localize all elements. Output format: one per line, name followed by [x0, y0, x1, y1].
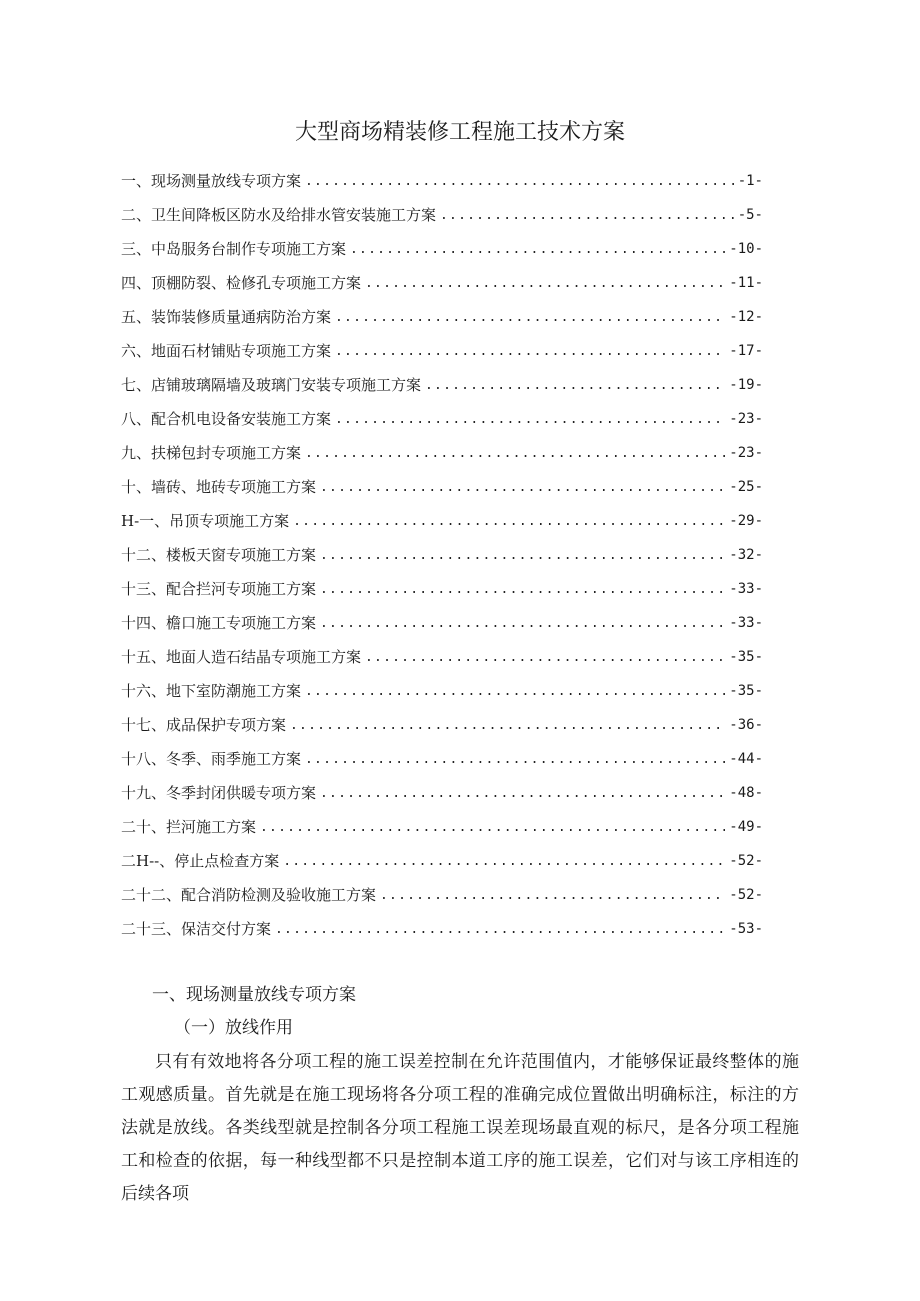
toc-entry-page: -12- [729, 309, 763, 325]
toc-entry-label: H-一、吊顶专项施工方案 [121, 512, 290, 530]
toc-dot-leader [380, 886, 725, 906]
toc-entry[interactable] [121, 606, 763, 640]
toc-dot-leader [335, 410, 725, 430]
toc-entry-page: -32- [729, 547, 763, 563]
toc-entry-page: -17- [729, 343, 763, 359]
section-heading: 一、现场测量放线专项方案 [152, 985, 356, 1005]
toc-entry-label: 十五、地面人造石结晶专项施工方案 [121, 648, 362, 666]
document-title: 大型商场精装修工程施工技术方案 [294, 120, 625, 145]
toc-entry[interactable] [121, 742, 763, 776]
toc-entry-label: 八、配合机电设备安装施工方案 [121, 410, 332, 428]
toc-entry-label: 十八、冬季、雨季施工方案 [121, 750, 302, 768]
toc-entry-label: 五、装饰装修质量通病防治方案 [121, 308, 332, 326]
toc-entry-page: -33- [729, 581, 763, 597]
toc-entry-page: -29- [729, 513, 763, 529]
toc-entry[interactable] [121, 300, 763, 334]
toc-dot-leader [365, 274, 725, 294]
toc-entry[interactable] [121, 368, 763, 402]
toc-entry[interactable] [121, 640, 763, 674]
sub-heading: （一）放线作用 [174, 1018, 293, 1038]
toc-entry-label: 十二、楼板天窗专项施工方案 [121, 546, 317, 564]
toc-entry-label: 二十三、保洁交付方案 [121, 920, 272, 938]
toc-entry-page: -5- [737, 207, 763, 223]
toc-entry-label: 十九、冬季封闭供暖专项方案 [121, 784, 317, 802]
toc-entry[interactable] [121, 572, 763, 606]
toc-dot-leader [320, 614, 725, 634]
toc-entry-page: -25- [729, 479, 763, 495]
toc-entry-label: 十七、成品保护专项方案 [121, 716, 287, 734]
toc-entry[interactable] [121, 810, 763, 844]
toc-dot-leader [335, 308, 725, 328]
toc-entry-label: 二、卫生间降板区防水及给排水管安装施工方案 [121, 206, 437, 224]
toc-dot-leader [305, 444, 725, 464]
toc-entry-page: -48- [729, 785, 763, 801]
toc-dot-leader [290, 716, 725, 736]
toc-entry[interactable] [121, 538, 763, 572]
toc-dot-leader [305, 682, 725, 702]
toc-entry-page: -10- [729, 241, 763, 257]
toc-entry-label: 十、墙砖、地砖专项施工方案 [121, 478, 317, 496]
toc-entry-page: -36- [729, 717, 763, 733]
toc-entry-label: 六、地面石材铺贴专项施工方案 [121, 342, 332, 360]
toc-entry[interactable] [121, 198, 763, 232]
toc-entry[interactable] [121, 232, 763, 266]
toc-entry[interactable] [121, 470, 763, 504]
toc-entry-page: -1- [737, 173, 763, 189]
toc-entry-page: -19- [729, 377, 763, 393]
toc-entry-page: -35- [729, 683, 763, 699]
toc-entry-page: -44- [729, 751, 763, 767]
toc-dot-leader [350, 240, 725, 260]
toc-entry-page: -23- [729, 411, 763, 427]
toc-entry-label: 七、店铺玻璃隔墙及玻璃门安装专项施工方案 [121, 376, 422, 394]
toc-entry-page: -52- [729, 853, 763, 869]
toc-entry-label: 十四、檐口施工专项施工方案 [121, 614, 317, 632]
toc-dot-leader [293, 512, 725, 532]
toc-dot-leader [305, 750, 725, 770]
toc-entry-page: -23- [729, 445, 763, 461]
toc-entry-label: 一、现场测量放线专项方案 [121, 172, 302, 190]
toc-dot-leader [425, 376, 725, 396]
toc-entry-page: -33- [729, 615, 763, 631]
toc-entry[interactable] [121, 844, 763, 878]
toc-dot-leader [320, 546, 725, 566]
toc-entry-page: -49- [729, 819, 763, 835]
toc-entry[interactable] [121, 708, 763, 742]
toc-entry[interactable] [121, 674, 763, 708]
toc-dot-leader [283, 852, 725, 872]
toc-dot-leader [260, 818, 725, 838]
body-paragraph: 只有有效地将各分项工程的施工误差控制在允许范围值内，才能够保证最终整体的施工观感质量。首先就是在施工现场将各分项工程的准确完成位置做出明确标注，标注的方法就是放线。各类线型就是控制各分项工程施工误差现场最直观的标尺，是各分项工程施工和检查的依据，每一种线型都不只是控制本道工序的施工误差，它们对与该工序相连的后续各项 [121, 1052, 799, 1204]
toc-entry[interactable] [121, 402, 763, 436]
toc-entry-page: -11- [729, 275, 763, 291]
toc-dot-leader [335, 342, 725, 362]
toc-entry[interactable] [121, 504, 763, 538]
toc-entry[interactable] [121, 776, 763, 810]
toc-entry[interactable] [121, 266, 763, 300]
toc-dot-leader [320, 784, 725, 804]
toc-entry[interactable] [121, 436, 763, 470]
toc-entry[interactable] [121, 912, 763, 946]
toc-entry-label: 三、中岛服务台制作专项施工方案 [121, 240, 347, 258]
toc-entry-label: 十三、配合拦河专项施工方案 [121, 580, 317, 598]
toc-entry-label: 二十、拦河施工方案 [121, 818, 257, 836]
toc-entry[interactable] [121, 164, 763, 198]
toc-entry-page: -52- [729, 887, 763, 903]
toc-dot-leader [365, 648, 725, 668]
toc-dot-leader [320, 580, 725, 600]
toc-entry-label: 十六、地下室防潮施工方案 [121, 682, 302, 700]
toc-entry-label: 九、扶梯包封专项施工方案 [121, 444, 302, 462]
toc-entry-page: -35- [729, 649, 763, 665]
toc-dot-leader [320, 478, 725, 498]
table-of-contents [121, 164, 763, 946]
toc-entry-label: 二H--、停止点检查方案 [121, 852, 280, 870]
toc-dot-leader [305, 172, 734, 192]
toc-entry-page: -53- [729, 921, 763, 937]
toc-entry-label: 二十二、配合消防检测及验收施工方案 [121, 886, 377, 904]
toc-dot-leader [440, 206, 734, 226]
toc-dot-leader [275, 920, 725, 940]
toc-entry[interactable] [121, 334, 763, 368]
toc-entry-label: 四、顶棚防裂、检修孔专项施工方案 [121, 274, 362, 292]
toc-entry[interactable] [121, 878, 763, 912]
